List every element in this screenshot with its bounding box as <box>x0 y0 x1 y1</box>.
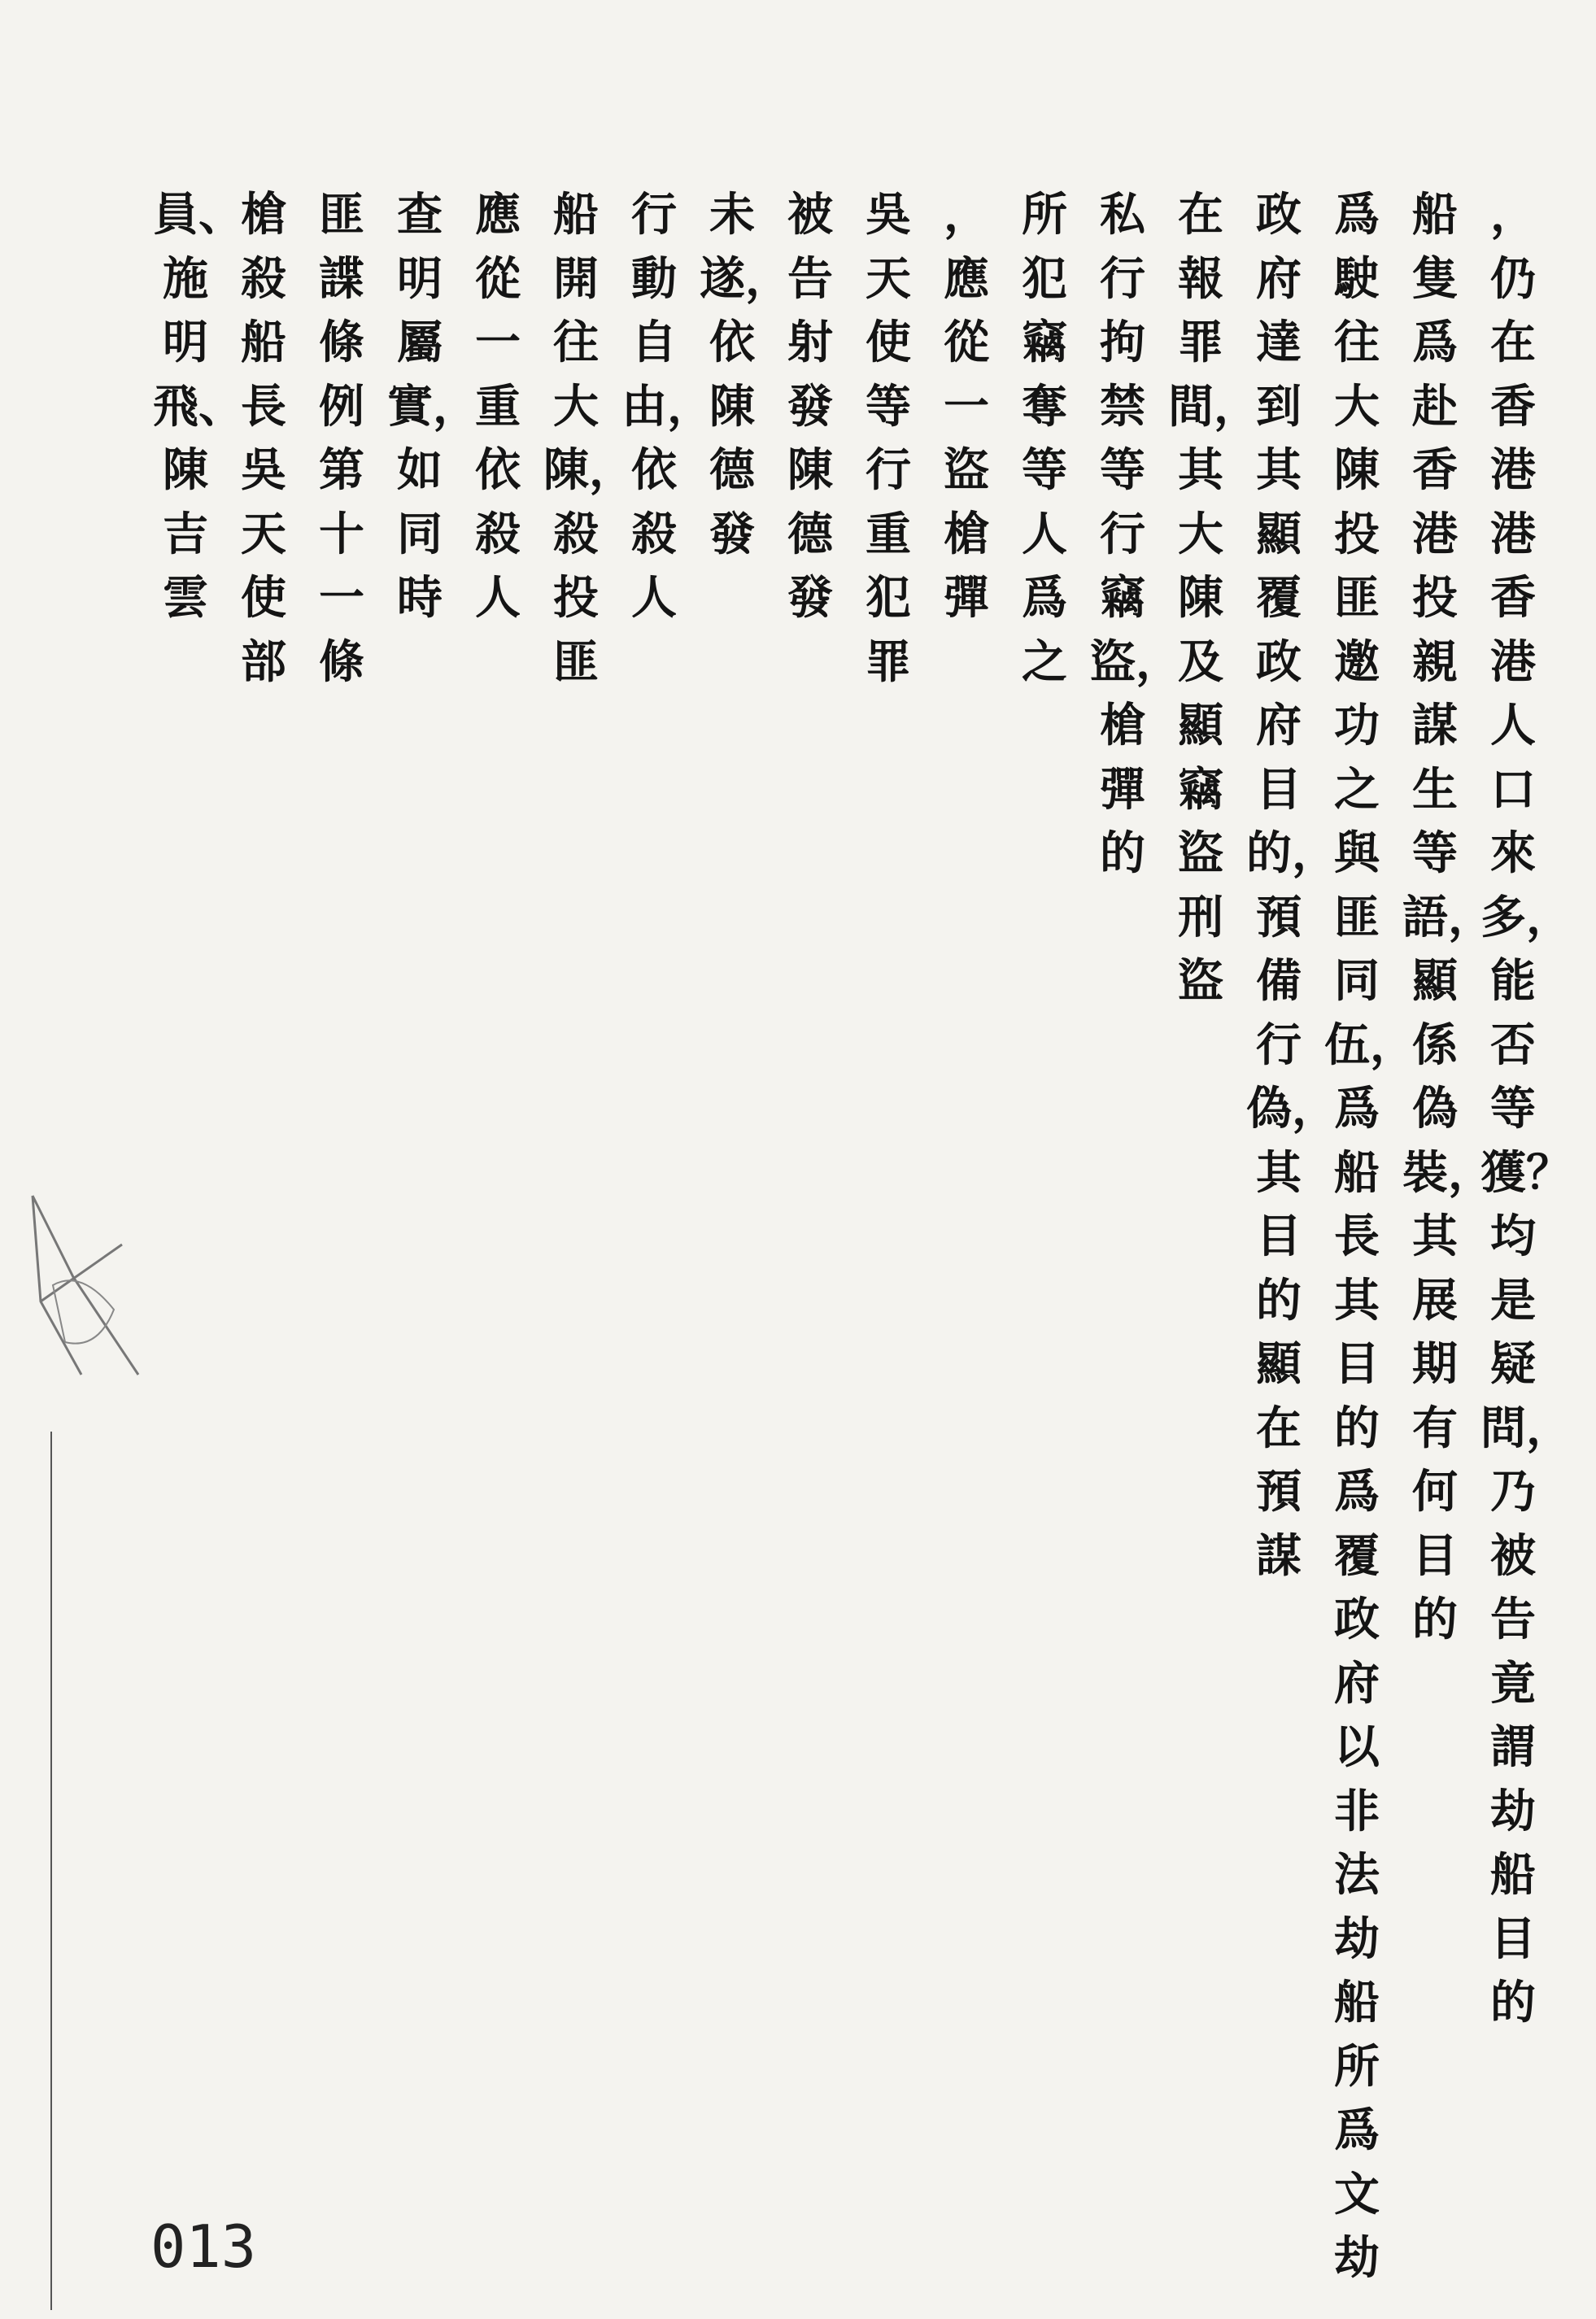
text-column-17: 槍殺船長吳天使部 <box>241 188 286 689</box>
text-column-13: 船開往大陳，殺投匪 <box>543 188 634 689</box>
text-column-16: 匪諜條例第十一條 <box>319 188 364 689</box>
page-number: 013 <box>150 2212 257 2281</box>
text-column-6: 私行拘禁等行竊盜，槍彈的 <box>1090 188 1181 880</box>
text-column-3: 爲駛往大陳投匪邀功之與匪同伍，爲船長其目的爲覆政府以非法劫船所爲文劫 <box>1324 188 1415 2285</box>
text-column-7: 所犯竊奪等人爲之 <box>1022 188 1067 689</box>
text-column-4: 政府達到其顯覆政府目的，預備行偽，其目的顯在預謀 <box>1246 188 1337 1583</box>
margin-line <box>50 1432 52 2310</box>
text-column-12: 行動自由，依殺人 <box>621 188 713 625</box>
text-column-5: 在報罪間，其大陳及顯竊盜刑盜 <box>1168 188 1259 1008</box>
text-column-14: 應從一重依殺人 <box>475 188 521 625</box>
seal-stamp <box>24 1179 146 1391</box>
text-column-9: 吳天使等行重犯罪 <box>866 188 911 689</box>
text-column-15: 查明屬實，如同時 <box>387 188 478 625</box>
text-column-1: ，仍在香港港香港人口來多，能否等獲？均是疑問，乃被告竟謂劫船目的 <box>1480 188 1572 2029</box>
text-column-10: 被告射發陳德發 <box>787 188 833 625</box>
text-column-8: ，應從一盜槍彈 <box>944 188 989 625</box>
text-column-18: 員、施明飛、陳吉雲 <box>153 188 244 625</box>
text-column-11: 未遂，依陳德發 <box>700 188 791 561</box>
text-column-2: 船隻爲赴香港投親謀生等語，顯係偽裝，其展期有何目的 <box>1402 188 1494 1646</box>
